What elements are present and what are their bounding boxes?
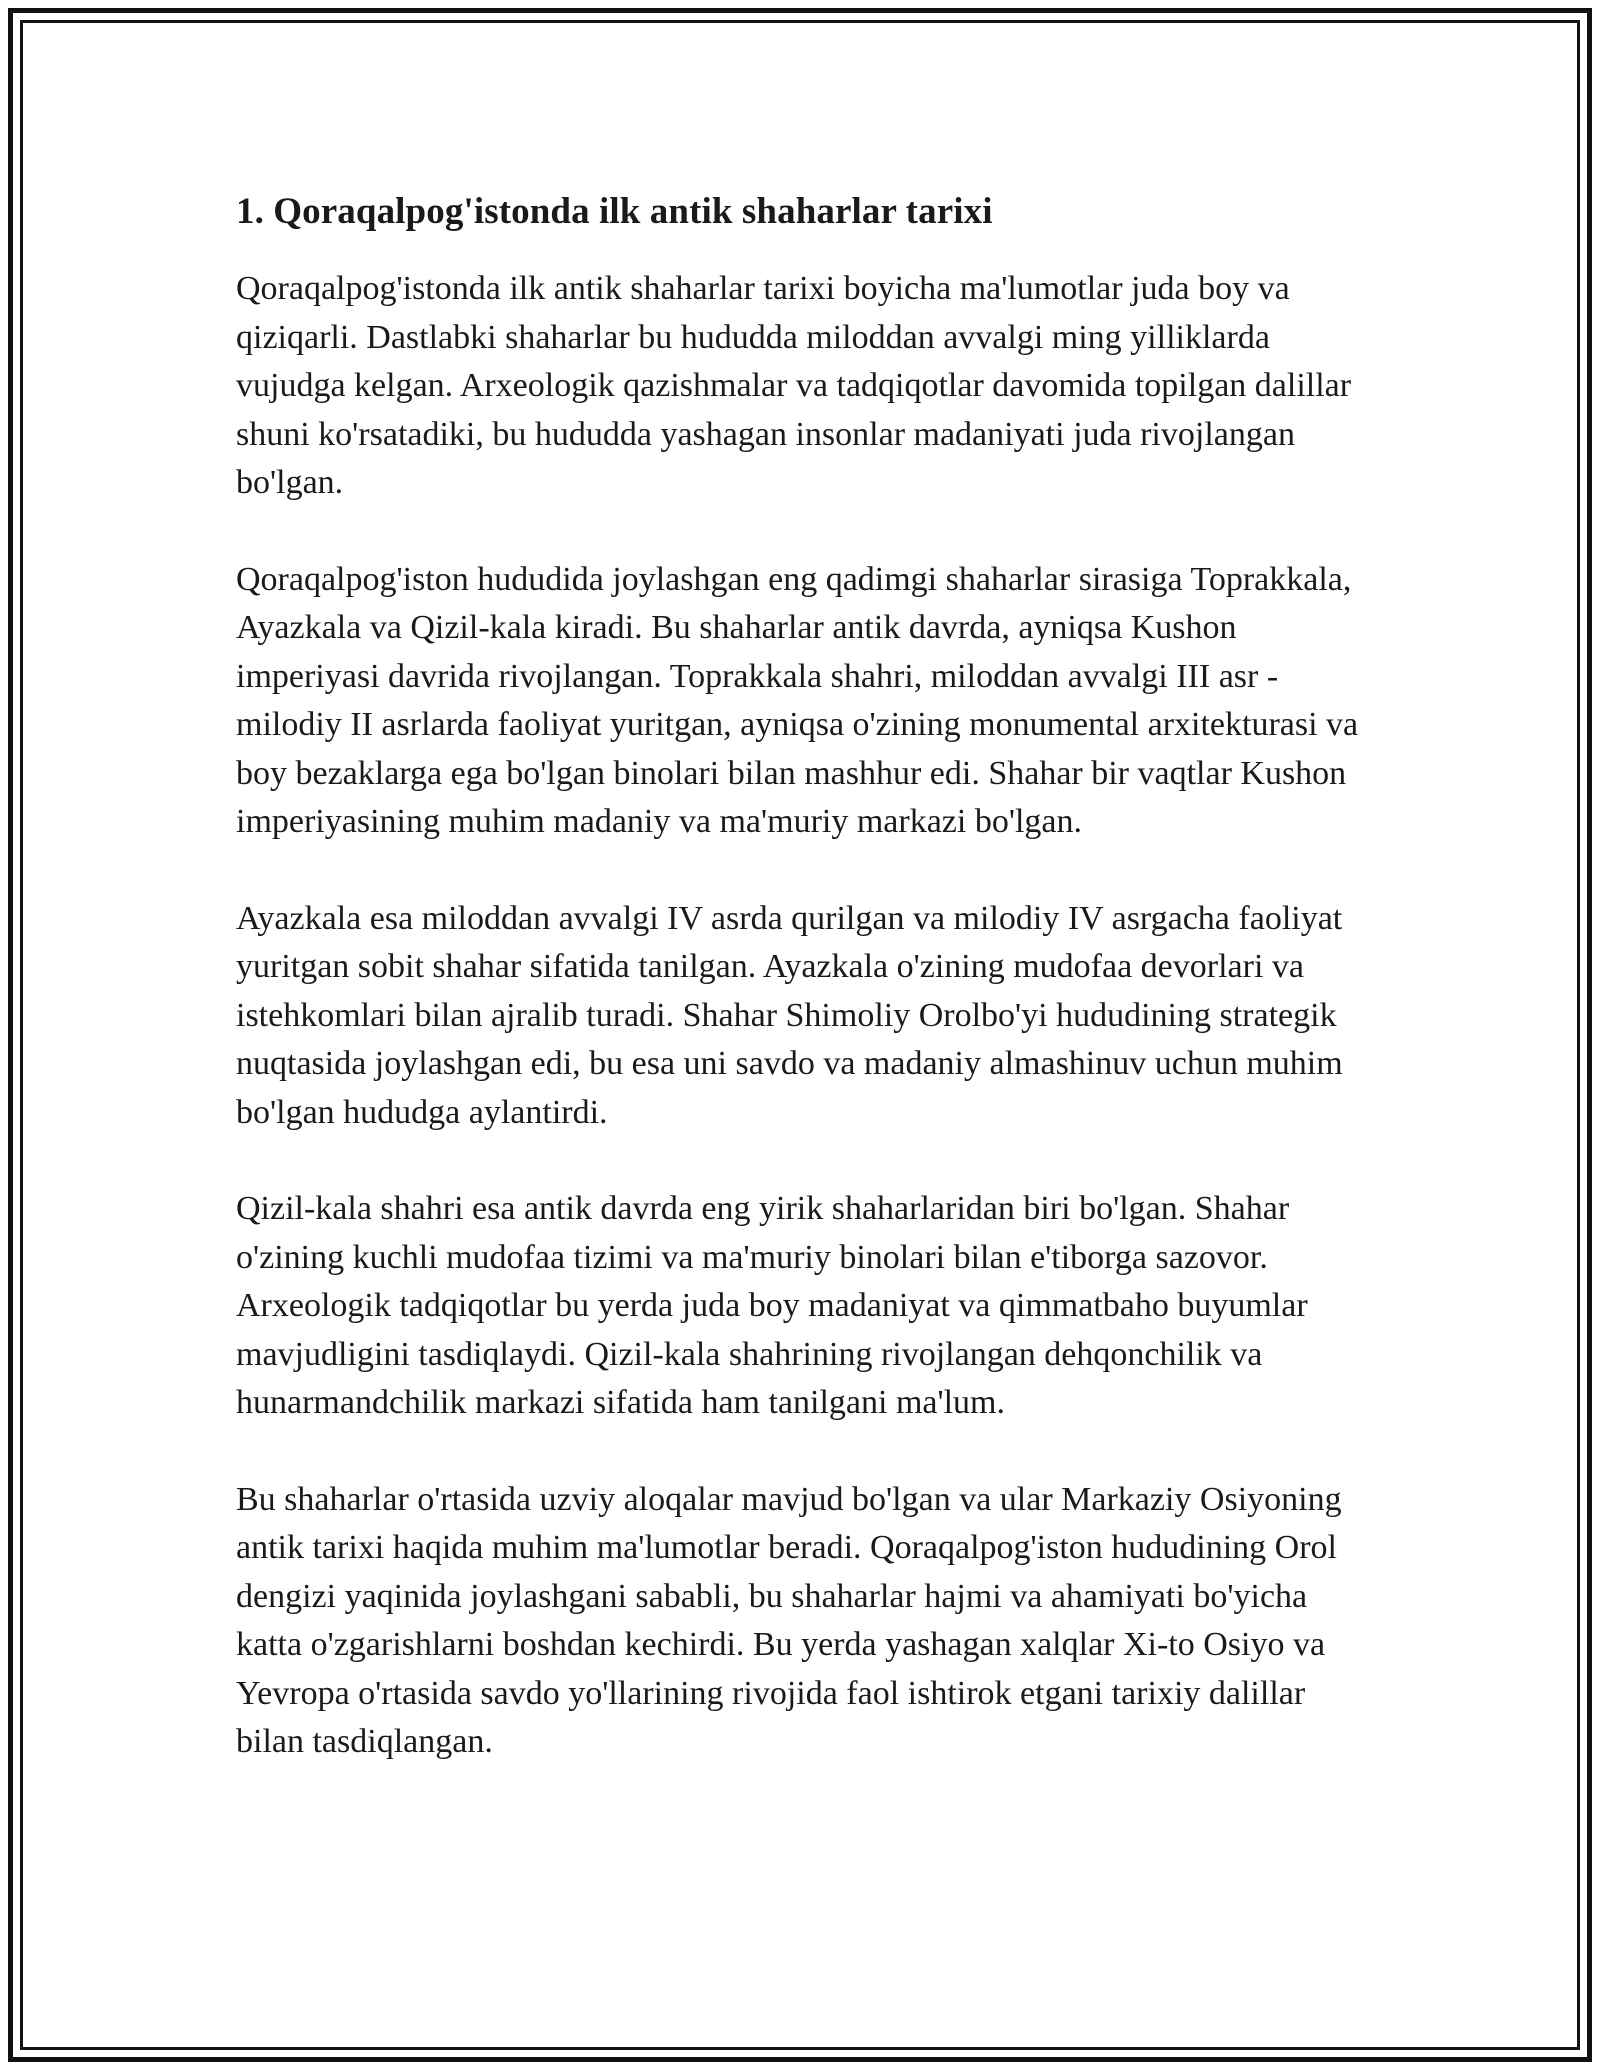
document-body	[236, 184, 1366, 1815]
paragraph-connections: Bu shaharlar o'rtasida uzviy aloqalar mavjud bo'lgan va ular Markaziy Osiyoning antik tarixi haqida muhim ma'lumotlar beradi. Qoraqalpog'iston hududining Orol dengizi yaqinida joylashgani sababli, bu shaharlar hajmi va ahamiyati bo'yicha katta o'zgarishlarni boshdan kechirdi. Bu yerda yashagan xalqlar Xi-to Osiyo va Yevropa o'rtasida savdo yo'llarining rivojida faol ishtirok etgani tarixiy dalillar bilan tasdiqlangan.	[236, 1480, 1342, 1760]
paragraph-qizil-kala: Qizil-kala shahri esa antik davrda eng yirik shaharlaridan biri bo'lgan. Shahar o'zining kuchli mudofaa tizimi va ma'muriy binolari bilan e'tiborga sazovor. Arxeologik tadqiqotlar bu yerda juda boy madaniyat va qimmatbaho buyumlar mavjudligini tasdiqlaydi. Qizil-kala shahrining rivojlangan dehqonchilik va hunarmandchilik markazi sifatida ham tanilgani ma'lum.	[236, 1190, 1308, 1421]
paragraph-ancient-cities: Qoraqalpog'iston hududida joylashgan eng qadimgi shaharlar sirasiga Toprakkala, Ayazkala va Qizil-kala kiradi. Bu shaharlar antik davrda, ayniqsa Kushon imperiyasi davrida rivojlangan. Toprakkala shahri, miloddan avvalgi III asr - milodiy II asrlarda faoliyat yuritgan, ayniqsa o'zining monumental arxitekturasi va boy bezaklarga ega bo'lgan binolari bilan mashhur edi. Shahar bir vaqtlar Kushon imperiyasining muhim madaniy va ma'muriy markazi bo'lgan.	[236, 560, 1359, 840]
paragraph-ayazkala: Ayazkala esa miloddan avvalgi IV asrda qurilgan va milodiy IV asrgacha faoliyat yuritgan sobit shahar sifatida tanilgan. Ayazkala o'zining mudofaa devorlari va istehkomlari bilan ajralib turadi. Shahar Shimoliy Orolbo'yi hududining strategik nuqtasida joylashgan edi, bu esa uni savdo va madaniy almashinuv uchun muhim bo'lgan hududga aylantirdi.	[236, 899, 1343, 1131]
paragraph-intro: Qoraqalpog'istonda ilk antik shaharlar tarixi boyicha ma'lumotlar juda boy va qiziqarli. Dastlabki shaharlar bu hududda miloddan avvalgi ming yilliklarda vujudga kelgan. Arxeologik qazishmalar va tadqiqotlar davomida topilgan dalillar shuni ko'rsatadiki, bu hududda yashagan insonlar madaniyati juda rivojlangan bo'lgan.	[236, 270, 1352, 501]
section-title: 1. Qoraqalpog'istonda ilk antik shaharlar tarixi	[236, 191, 993, 232]
